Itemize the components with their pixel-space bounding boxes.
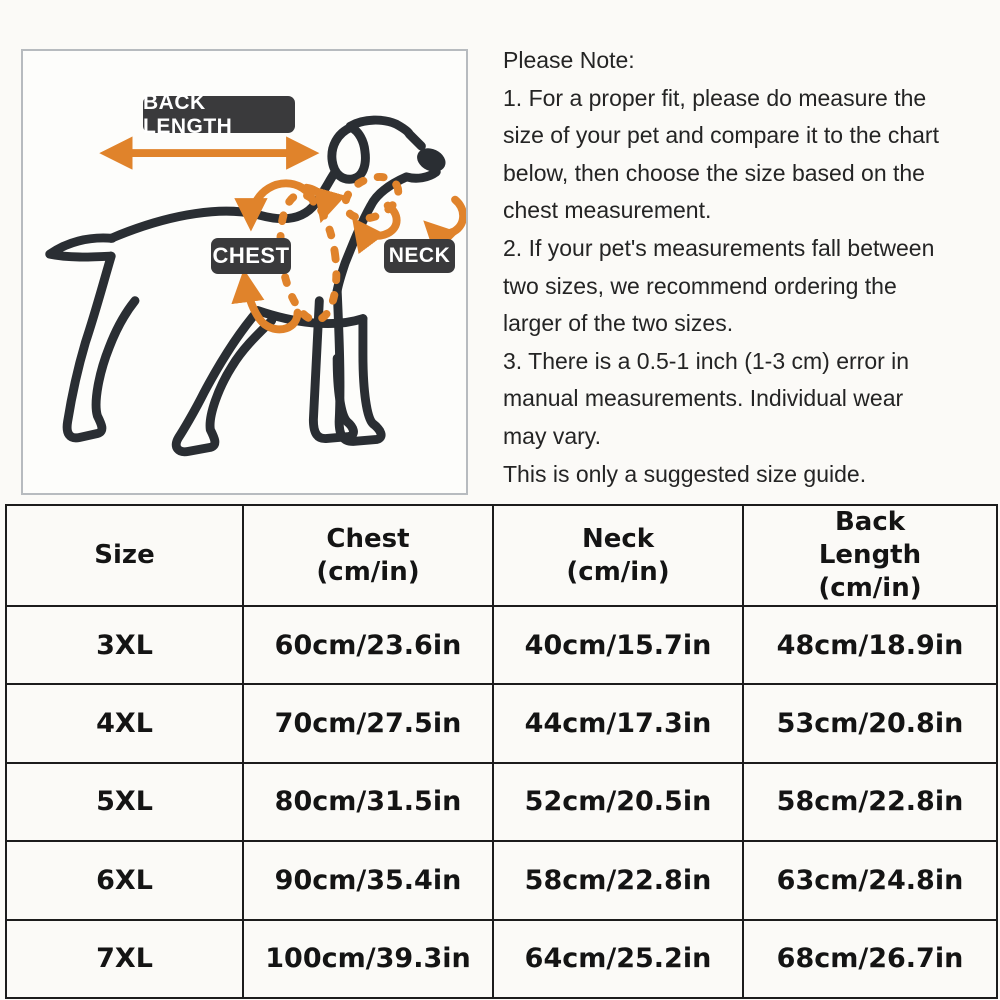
back-length-label-badge [143,90,295,138]
table-cell: 64cm/25.2in [493,920,743,998]
note-line: below, then choose the size based on the [503,159,925,186]
column-header: Back Length (cm/in) [743,505,997,606]
note-line: larger of the two sizes. [503,310,734,337]
notes-block [503,42,997,493]
size-table-body [6,606,997,998]
table-cell: 52cm/20.5in [493,763,743,841]
table-cell: 80cm/31.5in [243,763,493,841]
table-row [6,684,997,762]
note-line: two sizes, we recommend ordering the [503,272,897,299]
table-cell: 58cm/22.8in [493,841,743,919]
table-cell: 58cm/22.8in [743,763,997,841]
column-header: Chest (cm/in) [243,505,493,606]
table-cell: 4XL [6,684,243,762]
table-cell: 100cm/39.3in [243,920,493,998]
dog-rear-leg-far [67,256,135,438]
size-table [5,504,998,999]
dog-measurement-diagram [21,49,468,495]
table-row [6,920,997,998]
table-cell: 60cm/23.6in [243,606,493,684]
dog-tail [50,238,112,257]
table-cell: 6XL [6,841,243,919]
chest-label-badge [211,238,291,274]
table-cell: 90cm/35.4in [243,841,493,919]
table-cell: 40cm/15.7in [493,606,743,684]
size-table-header-row [6,505,997,606]
table-cell: 70cm/27.5in [243,684,493,762]
neck-label: NECK [388,244,451,267]
neck-label-badge [384,239,455,273]
notes-body [503,80,997,494]
note-line: may vary. [503,422,601,449]
table-row [6,606,997,684]
notes-title: Please Note: [503,47,635,73]
note-line: 2. If your pet's measurements fall between [503,234,935,261]
note-line: size of your pet and compare it to the chart [503,122,939,149]
dog-ear [332,127,366,179]
dog-rear-leg-near [176,311,272,452]
table-cell: 63cm/24.8in [743,841,997,919]
dog-back [111,172,335,238]
table-cell: 7XL [6,920,243,998]
table-cell: 3XL [6,606,243,684]
table-cell: 53cm/20.8in [743,684,997,762]
note-line: 1. For a proper fit, please do measure the [503,84,927,111]
table-cell: 48cm/18.9in [743,606,997,684]
table-row [6,763,997,841]
table-cell: 68cm/26.7in [743,920,997,998]
chest-label: CHEST [212,243,290,268]
table-row [6,841,997,919]
note-line: This is only a suggested size guide. [503,460,867,487]
table-cell: 44cm/17.3in [493,684,743,762]
column-header: Size [6,505,243,606]
back-length-label: BACK LENGTH [143,90,233,138]
note-line: chest measurement. [503,197,712,224]
column-header: Neck (cm/in) [493,505,743,606]
table-cell: 5XL [6,763,243,841]
neck-arrow-right [430,200,463,234]
note-line: 3. There is a 0.5-1 inch (1-3 cm) error in [503,347,910,374]
note-line: manual measurements. Individual wear [503,385,904,412]
